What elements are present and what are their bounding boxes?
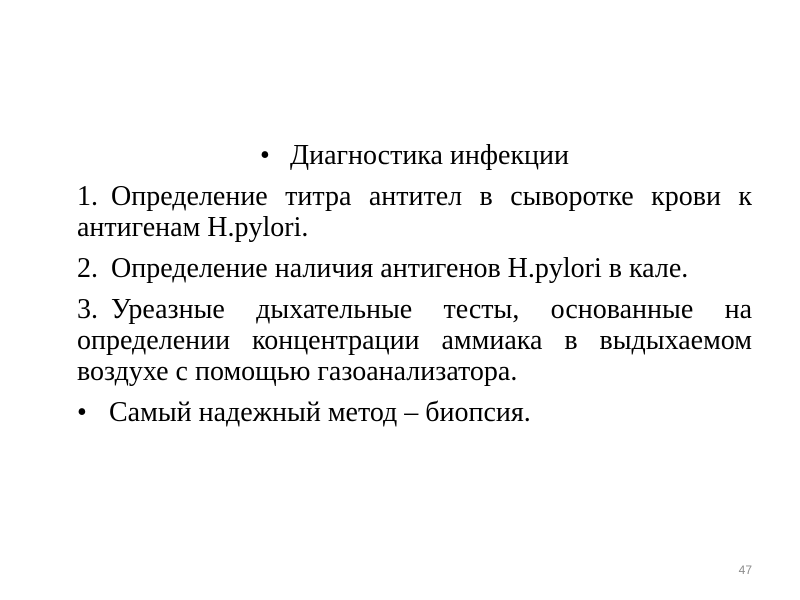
page-number: 47 [738,563,752,577]
list-item-2 [77,253,752,284]
conclusion-bullet [77,397,752,428]
list-item-number: 1. [77,181,98,212]
list-item-3 [77,294,752,387]
bullet-icon: • [259,140,270,171]
slide-heading [77,140,752,171]
list-item-number: 3. [77,294,98,325]
heading-text: Диагностика инфекции [289,140,570,171]
slide-content [77,140,752,428]
list-item-text: Определение наличия антигенов H.pylori в кале. [111,253,689,284]
conclusion-text: Самый надежный метод – биопсия. [109,397,531,428]
list-item-number: 2. [77,253,98,284]
list-item-text: Уреазные дыхательные тесты, основанные на определении концентрации аммиака в выдыхаемом воздухе с помощью газоанализатора. [77,294,752,387]
bullet-icon: • [77,397,87,428]
list-item-1 [77,181,752,243]
list-item-text: Определение титра антител в сыворотке крови к антигенам H.pylori. [77,181,752,243]
